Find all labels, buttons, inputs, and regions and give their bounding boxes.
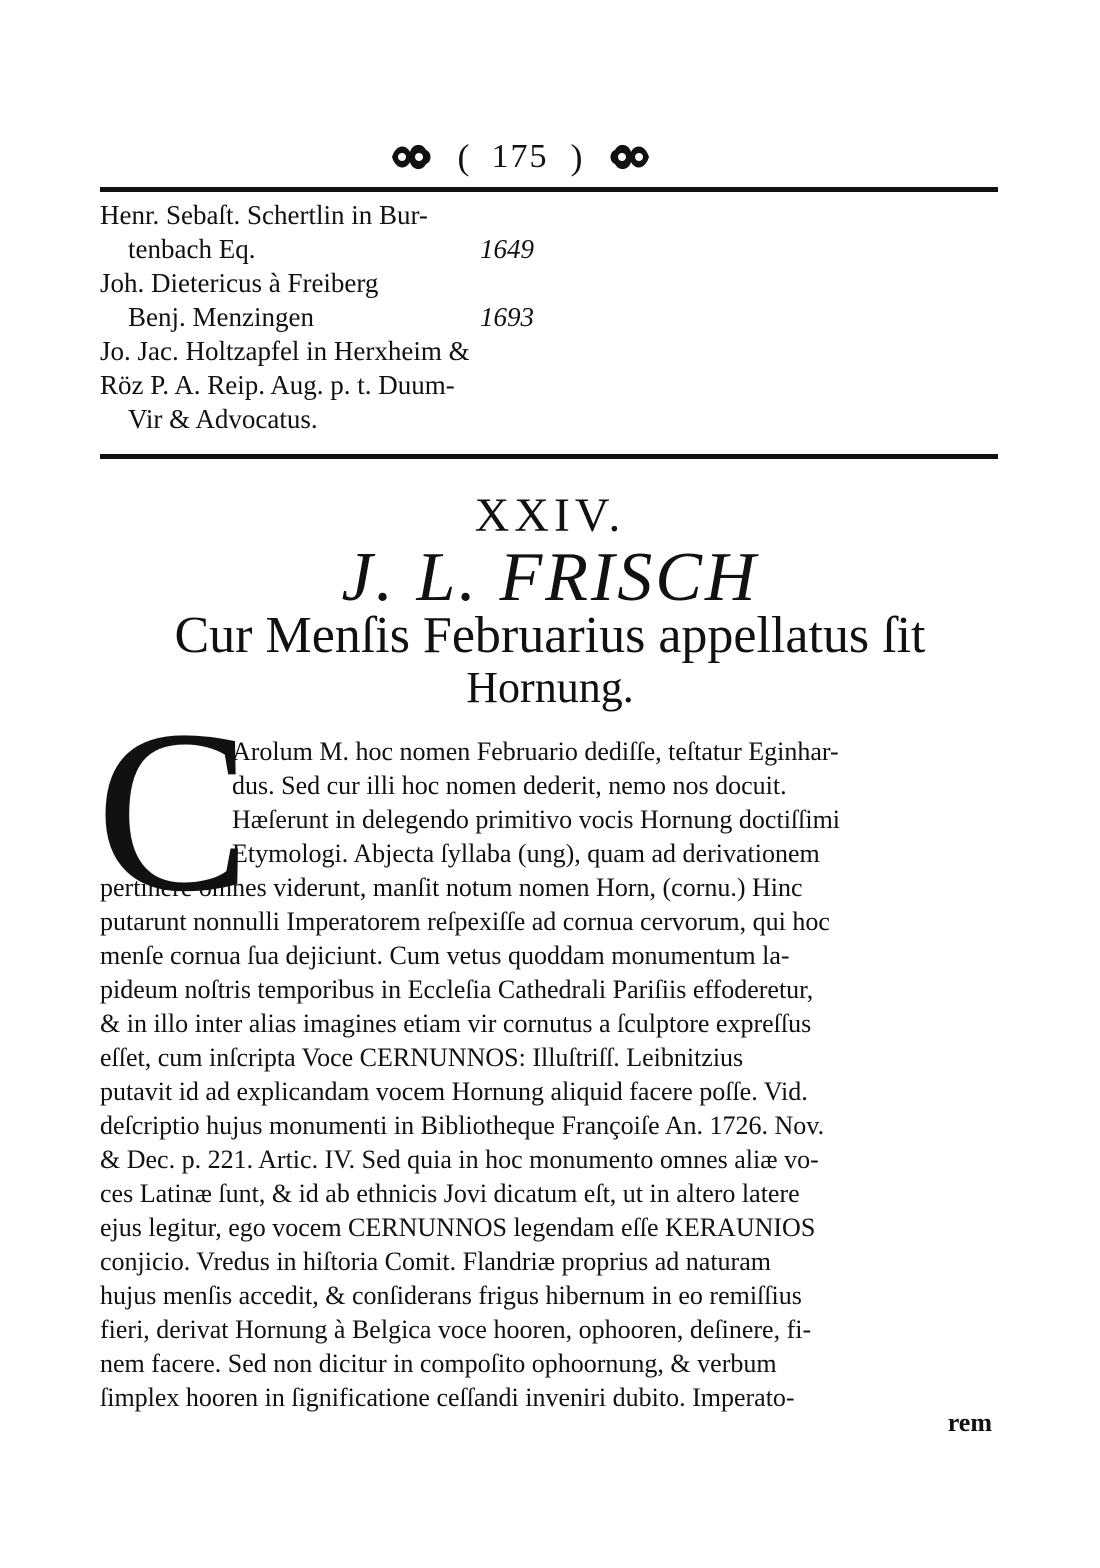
list-item xyxy=(100,334,540,368)
body-line: pertinere omnes viderunt, manſit notum nomen Horn, (cornu.) Hinc xyxy=(100,873,803,902)
name-text: Joh. Dietericus à Freiberg xyxy=(100,268,379,298)
section-rule xyxy=(100,454,998,459)
body-line: ejus legitur, ego vocem CERNUNNOS legendam eſſe KERAUNIOS xyxy=(100,1213,816,1242)
list-item xyxy=(100,266,540,300)
body-line: & in illo inter alias imagines etiam vir cornutus a ſculptore expreſſus xyxy=(100,1009,812,1038)
section-title-line-2: Hornung. xyxy=(466,663,634,712)
body-line: Etymologi. Abjecta ſyllaba (ung), quam ad derivationem xyxy=(232,839,820,868)
body-line: putarunt nonnulli Imperatorem reſpexiſſe ad cornua cervorum, qui hoc xyxy=(100,907,830,936)
names-list xyxy=(100,198,540,436)
list-item xyxy=(100,368,540,402)
name-text: tenbach Eq. xyxy=(128,234,256,264)
list-item xyxy=(100,198,540,232)
list-item xyxy=(100,402,540,436)
section-title-line-1: Cur Menſis Februarius appellatus ſit xyxy=(174,607,926,664)
page-number: 175 xyxy=(491,138,549,175)
name-text: Henr. Sebaſt. Schertlin in Bur- xyxy=(100,200,428,230)
body-line: eſſet, cum inſcripta Voce CERNUNNOS: Illuſtriſſ. Leibnitzius xyxy=(100,1043,744,1072)
top-rule xyxy=(100,187,998,192)
name-text: Jo. Jac. Holtzapfel in Herxheim & xyxy=(100,336,470,366)
open-paren: ( xyxy=(457,137,470,177)
body-line: pideum noſtris temporibus in Eccleſia Cathedrali Pariſiis effoderetur, xyxy=(100,975,814,1004)
body-line: deſcriptio hujus monumenti in Bibliotheque Françoiſe An. 1726. Nov. xyxy=(100,1111,825,1140)
body-line: ces Latinæ ſunt, & id ab ethnicis Jovi dicatum eſt, ut in altero latere xyxy=(100,1179,800,1208)
body-line: menſe cornua ſua dejiciunt. Cum vetus quoddam monumentum la- xyxy=(100,941,790,970)
year: 1693 xyxy=(480,302,534,332)
right-ornament-icon xyxy=(605,140,653,174)
author-name: J. L. FRISCH xyxy=(341,539,759,616)
name-text: Röz P. A. Reip. Aug. p. t. Duum- xyxy=(100,370,455,400)
body-line: nem facere. Sed non dicitur in compoſito ophoornung, & verbum xyxy=(100,1349,777,1378)
drop-cap: C xyxy=(96,683,251,940)
year: 1649 xyxy=(480,234,534,264)
list-item xyxy=(100,232,540,266)
body-line: ſimplex hooren in ſignificatione ceſſandi inveniri dubito. Imperato- xyxy=(100,1383,795,1412)
list-item xyxy=(100,300,540,334)
running-head xyxy=(340,132,700,182)
body-line: dus. Sed cur illi hoc nomen dederit, nemo nos docuit. xyxy=(232,771,787,800)
section-numeral: XXIV. xyxy=(474,489,626,542)
left-ornament-icon xyxy=(388,140,436,174)
body-line: conjicio. Vredus in hiſtoria Comit. Flandriæ proprius ad naturam xyxy=(100,1247,771,1276)
body-line: & Dec. p. 221. Artic. IV. Sed quia in hoc monumento omnes aliæ vo- xyxy=(100,1145,819,1174)
body-line: putavit id ad explicandam vocem Hornung aliquid facere poſſe. Vid. xyxy=(100,1077,808,1106)
body-line: fieri, derivat Hornung à Belgica voce hooren, ophooren, deſinere, fi- xyxy=(100,1315,812,1344)
close-paren: ) xyxy=(570,137,583,177)
name-text: Benj. Menzingen xyxy=(128,302,314,332)
name-text: Vir & Advocatus. xyxy=(128,404,318,434)
body-line: Hæſerunt in delegendo primitivo vocis Hornung doctiſſimi xyxy=(232,805,841,834)
catchword: rem xyxy=(947,1408,992,1437)
body-line: hujus menſis accedit, & conſiderans frigus hibernum in eo remiſſius xyxy=(100,1281,802,1310)
body-line: Arolum M. hoc nomen Februario dediſſe, teſtatur Eginhar- xyxy=(232,737,839,766)
